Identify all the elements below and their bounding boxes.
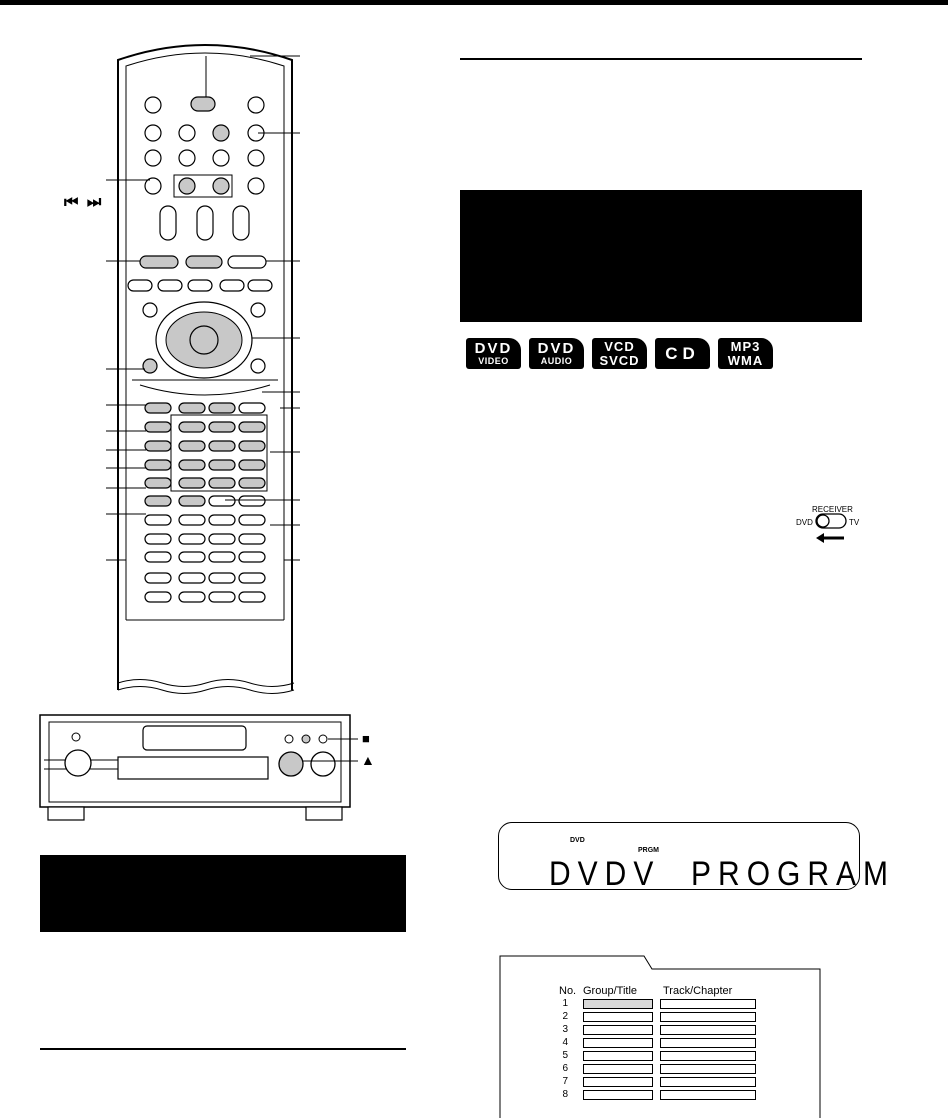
remote-button xyxy=(145,515,171,525)
remote-button xyxy=(248,150,264,166)
table-row-number: 8 xyxy=(562,1089,568,1100)
remote-button xyxy=(145,496,171,506)
track-chapter-field[interactable] xyxy=(660,1051,756,1061)
remote-button xyxy=(209,534,235,544)
unit-foot xyxy=(48,807,84,820)
remote-button xyxy=(179,592,205,602)
remote-button xyxy=(248,178,264,194)
remote-button xyxy=(209,403,235,413)
eject-symbol: ▲ xyxy=(361,752,375,768)
col-track-header: Track/Chapter xyxy=(663,985,733,997)
remote-button xyxy=(145,97,161,113)
remote-button xyxy=(248,280,272,291)
power-knob xyxy=(65,750,91,776)
remote-button xyxy=(145,460,171,470)
skip-back-button xyxy=(179,178,195,194)
volume-rocker xyxy=(160,206,176,240)
right-heading-box xyxy=(460,190,862,322)
unit-indicator xyxy=(319,735,327,743)
front-panel-display xyxy=(498,822,896,893)
remote-button xyxy=(213,150,229,166)
badge-vcd-svcd: VCD SVCD xyxy=(592,338,647,369)
left-heading-box xyxy=(40,855,406,932)
remote-button xyxy=(251,303,265,317)
col-no-header: No. xyxy=(559,985,577,997)
remote-button xyxy=(128,280,152,291)
remote-button xyxy=(209,478,235,488)
badge-dvd-audio: DVD AUDIO xyxy=(529,338,584,369)
remote-button xyxy=(209,592,235,602)
remote-button xyxy=(179,573,205,583)
remote-button xyxy=(145,552,171,562)
unit-indicator xyxy=(72,733,80,741)
display-text: DVDV PROGRAM xyxy=(549,855,896,893)
group-title-field[interactable] xyxy=(583,1090,653,1100)
remote-button xyxy=(251,359,265,373)
remote-button xyxy=(209,422,235,432)
group-title-field[interactable] xyxy=(583,1064,653,1074)
track-chapter-field[interactable] xyxy=(660,1077,756,1087)
track-chapter-field[interactable] xyxy=(660,999,756,1009)
remote-button xyxy=(213,125,229,141)
eject-button xyxy=(279,752,303,776)
remote-button xyxy=(179,460,205,470)
badge-dvd-video: DVD VIDEO xyxy=(466,338,521,369)
remote-button xyxy=(209,496,235,506)
remote-button xyxy=(186,256,222,268)
remote-button xyxy=(145,422,171,432)
remote-button xyxy=(239,403,265,413)
remote-button xyxy=(239,534,265,544)
stop-symbol: ■ xyxy=(362,731,370,746)
remote-button xyxy=(179,478,205,488)
remote-button xyxy=(220,280,244,291)
remote-button xyxy=(209,441,235,451)
remote-button xyxy=(179,552,205,562)
remote-button xyxy=(145,403,171,413)
remote-button xyxy=(145,125,161,141)
remote-button xyxy=(239,573,265,583)
table-row-number: 4 xyxy=(562,1037,568,1048)
table-row-number: 6 xyxy=(562,1063,568,1074)
track-chapter-field[interactable] xyxy=(660,1090,756,1100)
display-prgm-indicator: PRGM xyxy=(638,847,659,854)
remote-button xyxy=(179,403,205,413)
volume-rocker xyxy=(197,206,213,240)
table-row-number: 7 xyxy=(562,1076,568,1087)
remote-button xyxy=(145,592,171,602)
remote-button xyxy=(239,422,265,432)
right-section-rule xyxy=(460,58,862,60)
group-title-field[interactable] xyxy=(583,1025,653,1035)
remote-button xyxy=(179,422,205,432)
remote-button xyxy=(179,125,195,141)
display-dvd-indicator: DVD xyxy=(570,837,585,844)
table-row-number: 2 xyxy=(562,1011,568,1022)
enter-button xyxy=(190,326,218,354)
remote-button xyxy=(239,552,265,562)
remote-button xyxy=(228,256,266,268)
group-title-field[interactable] xyxy=(583,1038,653,1048)
badge-cd: CD xyxy=(655,338,710,369)
volume-knob xyxy=(311,752,335,776)
remote-button xyxy=(239,515,265,525)
remote-button xyxy=(239,460,265,470)
switch-tv-label: TV xyxy=(849,518,860,527)
switch-dvd-label: DVD xyxy=(796,518,813,527)
remote-button xyxy=(179,515,205,525)
remote-button xyxy=(209,515,235,525)
remote-button xyxy=(145,534,171,544)
remote-button xyxy=(209,460,235,470)
remote-button xyxy=(145,573,171,583)
volume-rocker xyxy=(233,206,249,240)
remote-button xyxy=(209,552,235,562)
skip-label: ⏮ ⏭ xyxy=(64,194,104,211)
remote-button xyxy=(239,478,265,488)
remote-button xyxy=(239,592,265,602)
disc-tray xyxy=(118,757,268,779)
track-chapter-field[interactable] xyxy=(660,1038,756,1048)
remote-button xyxy=(143,359,157,373)
switch-receiver-label: RECEIVER xyxy=(812,505,853,514)
col-group-header: Group/Title xyxy=(583,985,638,997)
remote-button xyxy=(239,441,265,451)
remote-button xyxy=(140,256,178,268)
remote-button xyxy=(143,303,157,317)
table-row-number: 5 xyxy=(562,1050,568,1061)
standby-button xyxy=(191,97,215,111)
stop-button xyxy=(302,735,310,743)
remote-button xyxy=(248,97,264,113)
group-title-field[interactable] xyxy=(583,999,653,1009)
group-title-field[interactable] xyxy=(583,1051,653,1061)
table-row-number: 1 xyxy=(562,998,568,1009)
remote-button xyxy=(188,280,212,291)
remote-button xyxy=(145,441,171,451)
remote-button xyxy=(158,280,182,291)
remote-button xyxy=(179,150,195,166)
badge-mp3-wma: MP3 WMA xyxy=(718,338,773,369)
left-section-rule xyxy=(40,1048,406,1050)
track-chapter-field[interactable] xyxy=(660,1012,756,1022)
unit-display-window xyxy=(143,726,246,750)
unit-indicator xyxy=(285,735,293,743)
remote-button xyxy=(239,496,265,506)
track-chapter-field[interactable] xyxy=(660,1064,756,1074)
table-row-number: 3 xyxy=(562,1024,568,1035)
remote-button xyxy=(179,496,205,506)
track-chapter-field[interactable] xyxy=(660,1025,756,1035)
remote-button xyxy=(209,573,235,583)
remote-button xyxy=(145,150,161,166)
group-title-field[interactable] xyxy=(583,1012,653,1022)
format-badges xyxy=(466,338,773,369)
remote-button xyxy=(179,441,205,451)
skip-forward-button xyxy=(213,178,229,194)
group-title-field[interactable] xyxy=(583,1077,653,1087)
remote-button xyxy=(179,534,205,544)
remote-button xyxy=(145,478,171,488)
unit-foot xyxy=(306,807,342,820)
